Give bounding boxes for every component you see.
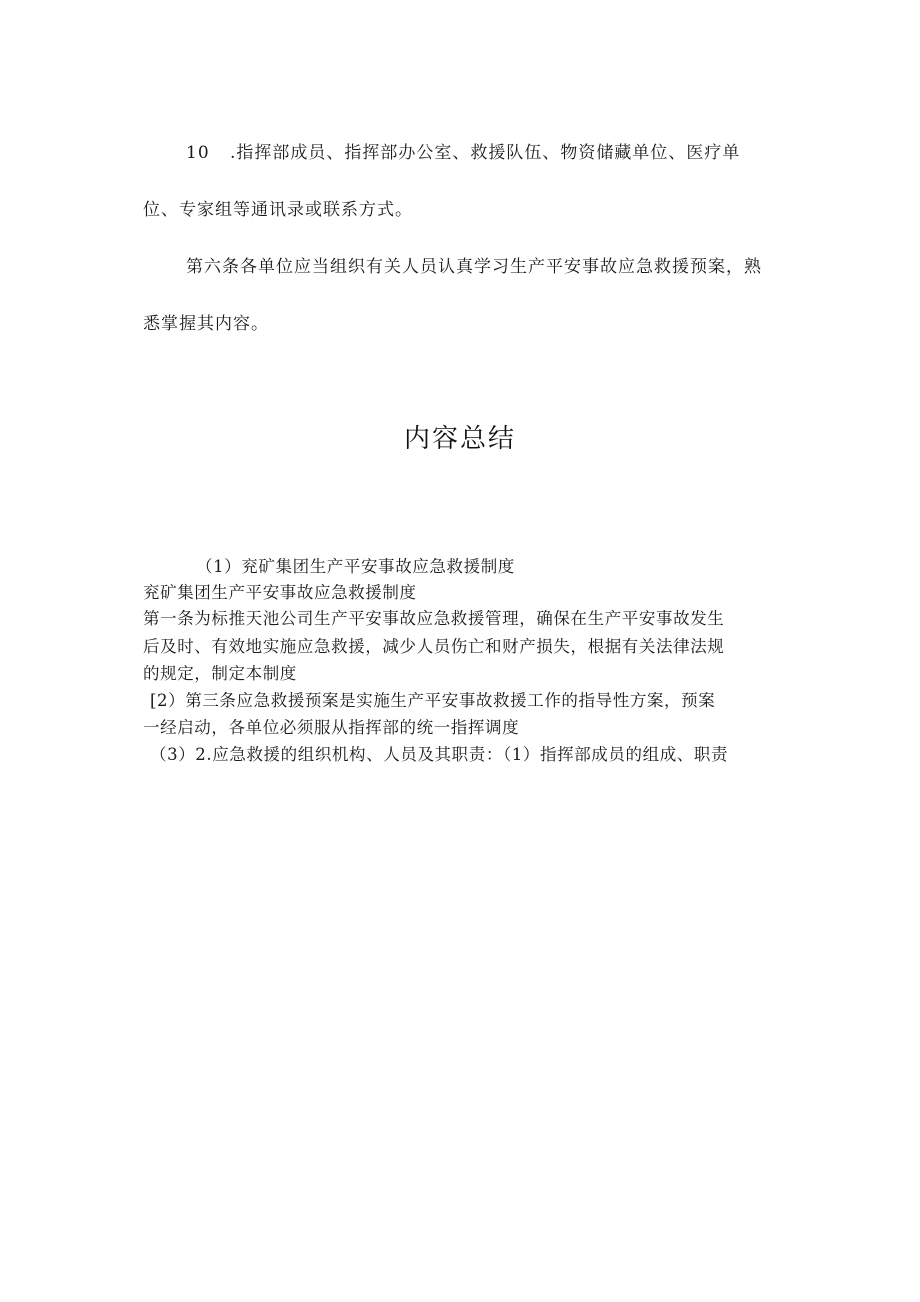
summary-line: 兖矿集团生产平安事故应急救援制度 <box>143 583 417 602</box>
section-title: 内容总结 <box>403 424 516 454</box>
paragraph-line <box>186 138 740 163</box>
summary-line: （1）兖矿集团生产平安事故应急救援制度 <box>196 557 515 576</box>
paragraph-line: 悉掌握其内容。 <box>143 314 269 334</box>
summary-line: （3）2.应急救援的组织机构、人员及其职责：（1）指挥部成员的组成、职责 <box>150 745 729 764</box>
summary-line: 后及时、有效地实施应急救援，减少人员伤亡和财产损失，根据有关法律法规 <box>143 637 725 656</box>
paragraph-line: 第六条各单位应当组织有关人员认真学习生产平安事故应急救援预案，熟 <box>186 257 762 277</box>
paragraph-line: 位、专家组等通讯录或联系方式。 <box>143 200 413 220</box>
summary-line: 一经启动，各单位必须服从指挥部的统一指挥调度 <box>143 718 520 737</box>
paragraph-text: .指挥部成员、指挥部办公室、救援队伍、物资储藏单位、医疗单 <box>230 143 741 163</box>
summary-line: 的规定，制定本制度 <box>143 664 297 683</box>
summary-line: 第一条为标推天池公司生产平安事故应急救援管理，确保在生产平安事故发生 <box>143 609 725 628</box>
summary-line: [2）第三条应急救援预案是实施生产平安事故救援工作的指导性方案，预案 <box>150 691 716 710</box>
item-number: 10 <box>186 143 210 163</box>
